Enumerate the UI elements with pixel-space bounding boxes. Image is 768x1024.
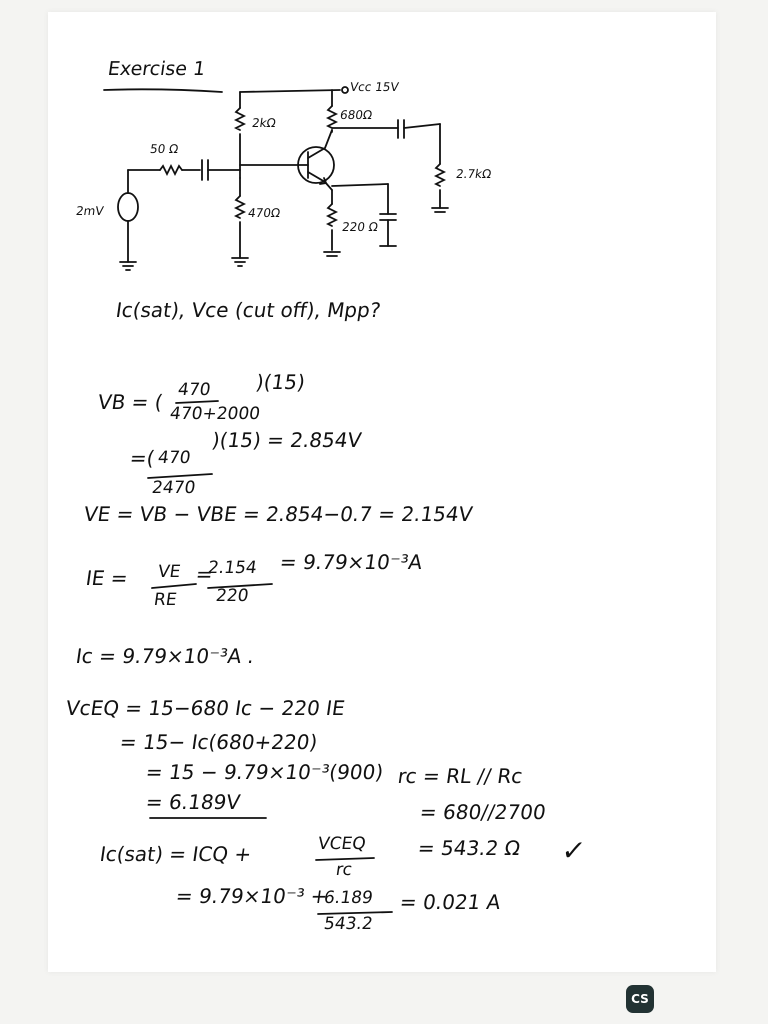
rs-label: 50 Ω	[149, 142, 180, 156]
ie-f1-den: RE	[152, 590, 178, 610]
ie-f2-num: 2.154	[206, 558, 259, 578]
ie-lhs: IE =	[84, 566, 130, 590]
icsat-frac-den: rc	[334, 860, 354, 880]
rc-line3: = 543.2 Ω	[416, 836, 522, 860]
source-label: 2mV	[75, 204, 105, 218]
vb-eq-rhs: )(15)	[254, 370, 307, 394]
vb2-rhs: )(15) = 2.854V	[210, 428, 363, 452]
icsat-frac-num: VCEQ	[316, 834, 368, 854]
re-label: 220 Ω	[341, 220, 379, 234]
check-mark: ✓	[559, 834, 588, 867]
r1-label: 2kΩ	[251, 116, 277, 130]
vb2-frac-den: 2470	[150, 478, 197, 498]
vb-eq-lhs: VB = (	[96, 390, 165, 414]
rc-line1: rc = RL // Rc	[396, 764, 525, 788]
ie-f1-num: VE	[156, 562, 182, 582]
icsat2-frac-den: 543.2	[322, 914, 375, 934]
vceq-line3: = 15 − 9.79×10⁻³(900)	[144, 760, 385, 784]
icsat2-rhs: = 0.021 A	[398, 890, 503, 914]
vceq-line4: = 6.189V	[144, 790, 242, 814]
ie-rhs: = 9.79×10⁻³A	[278, 550, 424, 574]
vceq-line2: = 15− Ic(680+220)	[118, 730, 319, 754]
question-text: Ic(sat), Vce (cut off), Mpp?	[114, 298, 383, 322]
vcc-label: Vcc 15V	[349, 80, 400, 94]
ic-eq: Ic = 9.79×10⁻³A .	[74, 644, 256, 668]
vb2-frac-num: 470	[156, 448, 192, 468]
rl-label: 2.7kΩ	[455, 167, 493, 181]
ie-eq: =	[194, 562, 215, 586]
rc-line2: = 680//2700	[418, 800, 548, 824]
vb-frac-num: 470	[176, 380, 212, 400]
r2-label: 470Ω	[247, 206, 282, 220]
exercise-title: Exercise 1	[106, 58, 207, 80]
camscanner-logo: CS	[626, 985, 654, 1013]
icsat-lhs: Ic(sat) = ICQ +	[98, 842, 253, 866]
vceq-line1: VcEQ = 15−680 Ic − 220 IE	[64, 696, 347, 720]
vb2-lhs: =(	[128, 446, 157, 470]
rc-label: 680Ω	[339, 108, 374, 122]
ve-eq: VE = VB − VBE = 2.854−0.7 = 2.154V	[82, 502, 475, 526]
icsat2-lhs: = 9.79×10⁻³ +	[174, 884, 330, 908]
vb-frac-den: 470+2000	[168, 404, 262, 424]
ie-f2-den: 220	[214, 586, 250, 606]
icsat2-frac-num: 6.189	[322, 888, 375, 908]
